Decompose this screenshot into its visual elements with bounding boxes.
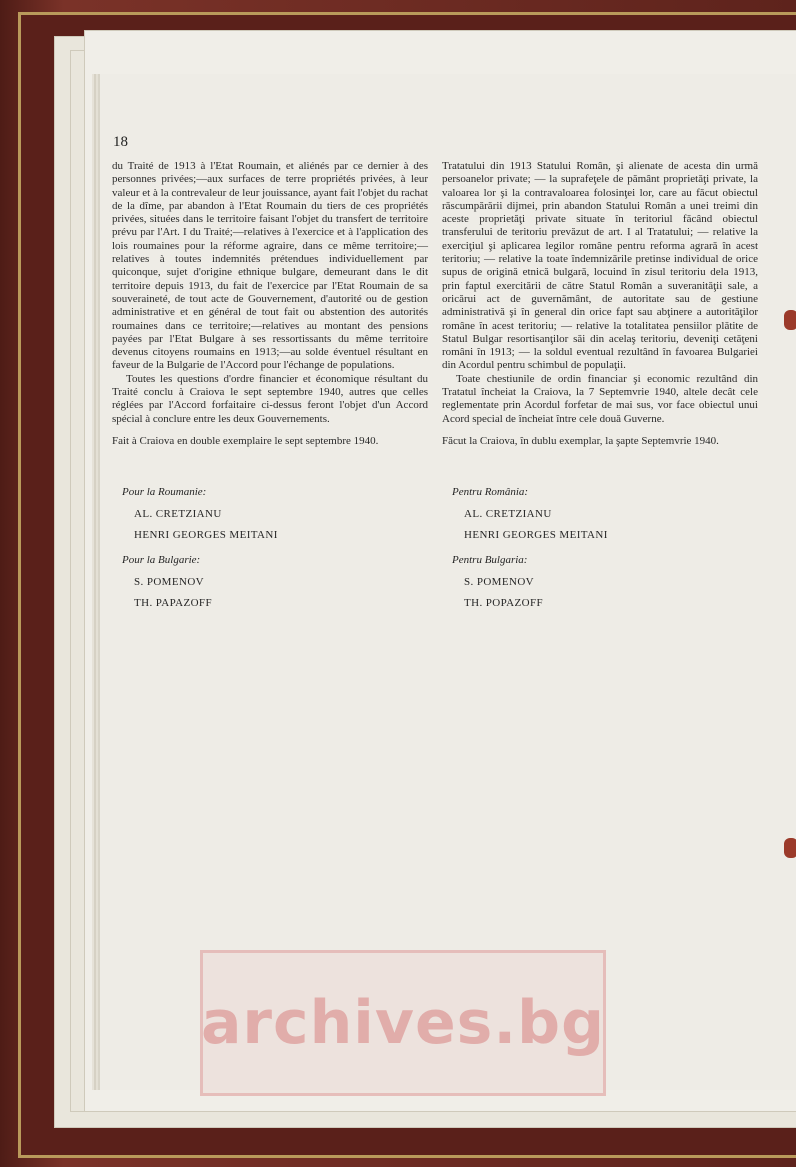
signatory-name: TH. PAPAZOFF: [134, 597, 212, 609]
bulgaria-heading-fr: Pour la Bulgarie:: [122, 554, 201, 566]
signatory-name: HENRI GEORGES MEITANI: [134, 529, 278, 541]
signatory-name: AL. CRETZIANU: [134, 508, 222, 520]
french-text-column: [112, 160, 428, 448]
signatory-name: S. POMENOV: [464, 576, 535, 588]
romanian-signatures: [452, 486, 772, 618]
romanian-text-column: [442, 160, 758, 448]
bulgaria-heading-ro: Pentru Bulgaria:: [452, 554, 528, 566]
page-number: 18: [113, 134, 128, 150]
binder-tab-lower: [784, 838, 796, 858]
romanian-paragraph-2: Toate chestiunile de ordin financiar şi economic rezultând din Tratatul încheiat la Craiova, la 7 Septemvrie 1940, altele decât cele reglementate prin Acordul forfetar de mai sus, vor face obiectul unui Acord special de încheiat între cele două Guverne.: [442, 372, 758, 425]
french-paragraph-1: du Traité de 1913 à l'Etat Roumain, et aliénés par ce dernier à des personnes privées;—aux surfaces de terre propriétés privées, à leur valeur et à la contrevaleur de leur jouissance, ayant fait l'objet du rachat de la dîme, par abandon à l'Etat Roumain du tiers de ces propriétés privées, situées dans le territoire faisant l'objet du transfert de territoire prévu par l'Art. I du Traité;—relatives à l'exercice et à l'application des lois roumaines pour la réforme agraire, dans ce même territoire;—relatives à toutes indemnités prétendues individuellement par quiconque, sujet d'origine ethnique bulgare, demeurant dans le dit territoire depuis 1913, du fait de l'exercice par l'Etat Roumain de sa souveraineté, de tout acte de Gouvernement, d'autorité ou de gestion administrative et en général de tout fait ou abstention des autorités roumaines dans ce territoire;—relatives au montant des pensions payées par l'Etat Bulgare à ses ressortissants du même territoire devenus citoyens roumains en 1913;—au solde éventuel résultant en faveur de la Bulgarie de l'Accord pour l'échange de populations.: [112, 160, 428, 372]
archive-watermark: archives.bg: [200, 950, 606, 1096]
romania-heading-ro: Pentru România:: [452, 486, 529, 498]
signatory-name: AL. CRETZIANU: [464, 508, 552, 520]
signatory-name: HENRI GEORGES MEITANI: [464, 529, 608, 541]
romanian-paragraph-1: Tratatului din 1913 Statului Român, şi alienate de acesta din urmă persoanelor private; — la suprafeţele de pământ proprietăţi private, la valoarea lor şi la contravaloarea folosinţei lor, care au făcut obiectul răscumpărării dijmei, prin abandon Statului Român a unei treimi din aceste proprietăţi private situate în teritoriul făcând obiectul transferului de teritoriu prevăzut de art. I al Tratatului; — relative la exerciţiul şi aplicarea legilor române pentru reforma agrară în acest teritoriu; — relative la toate îndemnizările pretinse individual de orice supus de origină etnică bulgară, locuind în zisul teritoriu dela 1913, prin faptul exercitării de către Statul Român a suveranităţii sale, a oricărui act de guvernământ, de autoritate sau de gestiune administrativă şi în general din orice fapt sau abţinere a autorităţilor române în acest teritoriu; — relative la totalitatea pensiilor plătite de Statul Bulgar resortisanţilor săi din acelaş teritoriu, deveniţi cetăţeni români în 1913; — la soldul eventual rezultând în favoarea Bulgariei din Acordul pentru schimbul de populaţii.: [442, 160, 758, 372]
romania-heading-fr: Pour la Roumanie:: [122, 486, 207, 498]
french-done-at: Fait à Craiova en double exemplaire le sept septembre 1940.: [112, 434, 379, 447]
binder-tab-upper: [784, 310, 796, 330]
romanian-done-at: Făcut la Craiova, în dublu exemplar, la şapte Septemvrie 1940.: [442, 434, 719, 447]
signatory-name: S. POMENOV: [134, 576, 205, 588]
document-page: [100, 74, 796, 1090]
french-signatures: [122, 486, 442, 618]
signatory-name: TH. POPAZOFF: [464, 597, 543, 609]
french-paragraph-2: Toutes les questions d'ordre financier et économique résultant du Traité conclu à Craiova le sept septembre 1940, autres que celles réglées par l'Accord forfaitaire ci-dessus feront l'objet d'un Accord spécial à conclure entre les deux Gouvernements.: [112, 372, 428, 425]
